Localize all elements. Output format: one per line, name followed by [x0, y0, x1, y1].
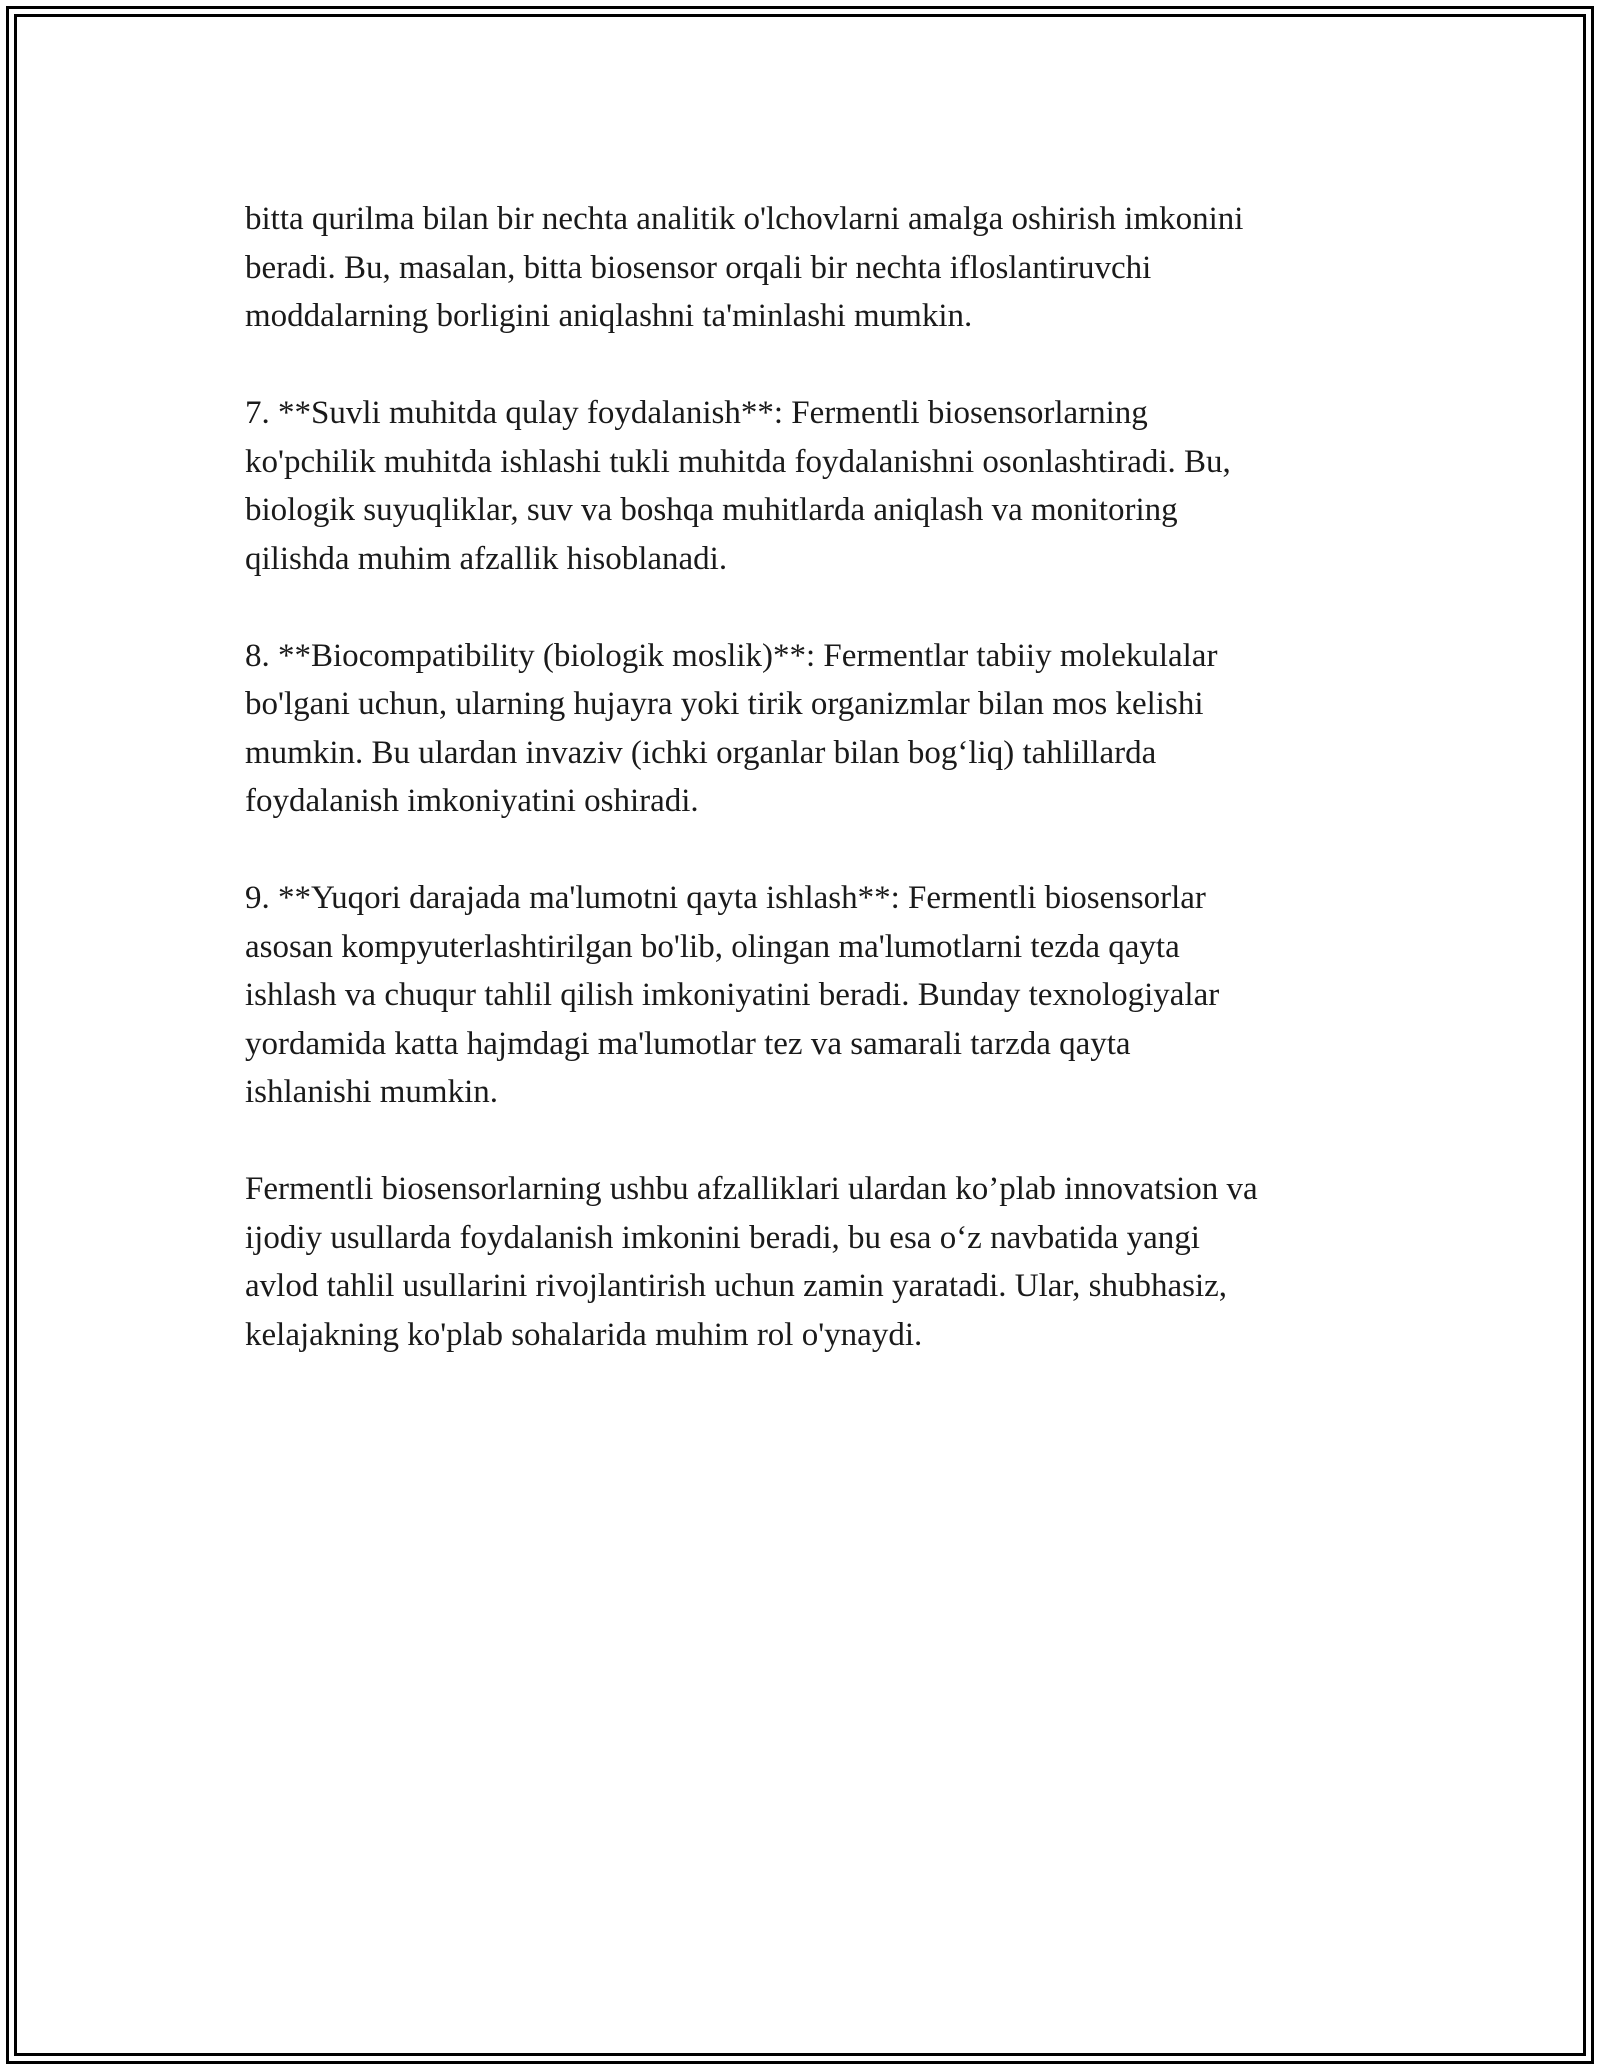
paragraph-continuation — [245, 195, 1405, 341]
paragraph-conclusion — [245, 1165, 1405, 1359]
text-line: biologik suyuqliklar, suv va boshqa muhitlarda aniqlash va monitoring — [245, 492, 1178, 528]
text-line: 8. **Biocompatibility (biologik moslik)**: Fermentlar tabiiy molekulalar — [245, 637, 1218, 674]
text-line: ishlanishi mumkin. — [245, 1074, 499, 1110]
paragraph-item-7 — [245, 389, 1405, 583]
text-line: 7. **Suvli muhitda qulay foydalanish**: Fermentli biosensorlarning — [245, 395, 1148, 431]
paragraph-item-9 — [245, 874, 1405, 1117]
text-line: Fermentli biosensorlarning ushbu afzalliklari ulardan ko’plab innovatsion va — [245, 1171, 1258, 1207]
paragraph-item-8 — [245, 632, 1405, 826]
text-line: ishlash va chuqur tahlil qilish imkoniyatini beradi. Bunday texnologiyalar — [245, 977, 1220, 1013]
text-line: qilishda muhim afzallik hisoblanadi. — [245, 540, 728, 577]
page-frame — [6, 6, 1594, 2064]
text-line: mumkin. Bu ulardan invaziv (ichki organlar bilan bog‘liq) tahlillarda — [245, 734, 1157, 771]
text-line: avlod tahlil usullarini rivojlantirish uchun zamin yaratadi. Ular, shubhasiz, — [245, 1268, 1228, 1304]
text-line: 9. **Yuqori darajada ma'lumotni qayta ishlash**: Fermentli biosensorlar — [245, 880, 1206, 916]
text-line: bitta qurilma bilan bir nechta analitik o'lchovlarni amalga oshirish imkonini — [245, 201, 1244, 237]
text-line: asosan kompyuterlashtirilgan bo'lib, olingan ma'lumotlarni tezda qayta — [245, 928, 1180, 965]
text-line: foydalanish imkoniyatini oshiradi. — [245, 783, 699, 819]
text-line: yordamida katta hajmdagi ma'lumotlar tez va samarali tarzda qayta — [245, 1025, 1131, 1062]
text-line: ijodiy usullarda foydalanish imkonini beradi, bu esa o‘z navbatida yangi — [245, 1219, 1200, 1256]
text-line: kelajakning ko'plab sohalarida muhim rol o'ynaydi. — [245, 1316, 923, 1353]
text-line: ko'pchilik muhitda ishlashi tukli muhitda foydalanishni osonlashtiradi. Bu, — [245, 443, 1231, 480]
text-line: moddalarning borligini aniqlashni ta'minlashi mumkin. — [245, 298, 973, 334]
document-body — [245, 195, 1405, 1408]
text-line: beradi. Bu, masalan, bitta biosensor orqali bir nechta ifloslantiruvchi — [245, 249, 1152, 286]
text-line: bo'lgani uchun, ularning hujayra yoki tirik organizmlar bilan mos kelishi — [245, 686, 1204, 722]
